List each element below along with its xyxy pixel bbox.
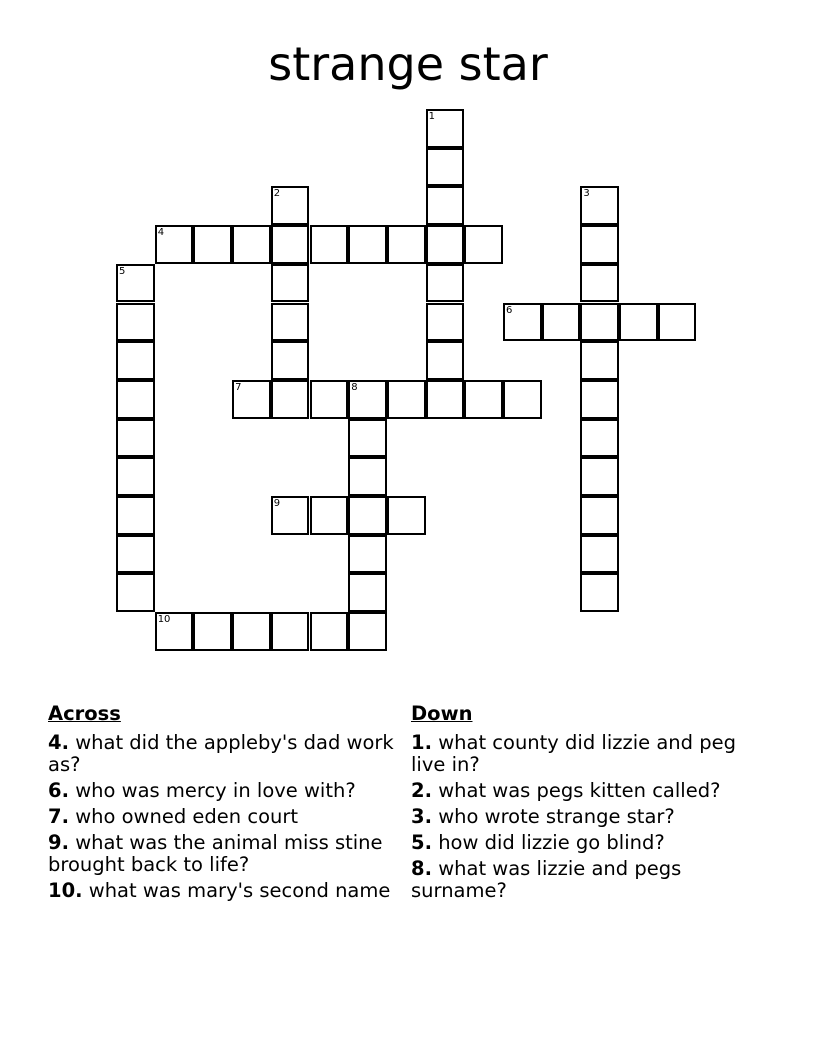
grid-cell[interactable] <box>503 380 542 419</box>
grid-cell[interactable] <box>580 225 619 264</box>
grid-cell[interactable] <box>155 612 194 651</box>
clue-down-8 <box>411 858 771 902</box>
grid-cell[interactable] <box>232 225 271 264</box>
clue-down-2 <box>411 780 771 802</box>
grid-cell[interactable] <box>426 186 465 225</box>
grid-cell[interactable] <box>310 380 349 419</box>
across-clues <box>48 702 398 906</box>
grid-cell[interactable] <box>116 535 155 574</box>
grid-cell[interactable] <box>116 303 155 342</box>
grid-cell[interactable] <box>116 496 155 535</box>
down-heading: Down <box>411 702 473 725</box>
grid-cell[interactable] <box>426 303 465 342</box>
grid-cell[interactable] <box>387 380 426 419</box>
across-heading: Across <box>48 702 121 725</box>
grid-cell[interactable] <box>271 303 310 342</box>
grid-cell[interactable] <box>658 303 697 342</box>
clue-number: 8. <box>411 857 432 880</box>
grid-cell[interactable] <box>580 419 619 458</box>
grid-cell[interactable] <box>232 612 271 651</box>
grid-cell[interactable] <box>580 341 619 380</box>
grid-cell[interactable] <box>193 225 232 264</box>
grid-cell[interactable] <box>503 303 542 342</box>
grid-cell[interactable] <box>116 264 155 303</box>
clue-text: what did the appleby's dad work as? <box>48 731 394 776</box>
clue-down-3 <box>411 806 771 828</box>
clue-number: 3. <box>411 805 432 828</box>
grid-cell[interactable] <box>580 457 619 496</box>
grid-cell[interactable] <box>348 380 387 419</box>
clue-number: 6. <box>48 779 69 802</box>
clue-down-5 <box>411 832 771 854</box>
grid-cell[interactable] <box>271 341 310 380</box>
grid-cell[interactable] <box>464 380 503 419</box>
grid-cell[interactable] <box>542 303 581 342</box>
grid-cell[interactable] <box>155 225 194 264</box>
cell-number: 2 <box>273 188 281 200</box>
grid-cell[interactable] <box>271 264 310 303</box>
grid-cell[interactable] <box>348 419 387 458</box>
grid-cell[interactable] <box>116 341 155 380</box>
grid-cell[interactable] <box>580 496 619 535</box>
grid-cell[interactable] <box>348 612 387 651</box>
grid-cell[interactable] <box>580 264 619 303</box>
grid-cell[interactable] <box>348 457 387 496</box>
clue-text: what was pegs kitten called? <box>438 779 721 802</box>
clue-across-4 <box>48 732 398 776</box>
grid-cell[interactable] <box>348 496 387 535</box>
grid-cell[interactable] <box>387 496 426 535</box>
grid-cell[interactable] <box>426 380 465 419</box>
grid-cell[interactable] <box>116 573 155 612</box>
cell-number: 5 <box>119 265 126 277</box>
grid-cell[interactable] <box>271 612 310 651</box>
grid-cell[interactable] <box>116 457 155 496</box>
clue-number: 4. <box>48 731 69 754</box>
cell-number: 1 <box>428 111 435 122</box>
clue-number: 1. <box>411 731 432 754</box>
clue-number: 7. <box>48 805 69 828</box>
cell-number: 4 <box>157 227 165 239</box>
down-clues <box>411 702 771 906</box>
clue-across-7 <box>48 806 398 828</box>
cell-number: 10 <box>157 614 171 626</box>
clue-text: what was the animal miss stine brought back to life? <box>48 831 383 876</box>
grid-cell[interactable] <box>580 573 619 612</box>
grid-cell[interactable] <box>271 380 310 419</box>
grid-cell[interactable] <box>426 148 465 187</box>
grid-cell[interactable] <box>348 535 387 574</box>
grid-cell[interactable] <box>387 225 426 264</box>
cell-number: 9 <box>273 498 281 509</box>
grid-cell[interactable] <box>426 109 465 148</box>
cell-number: 6 <box>506 304 513 316</box>
cell-number: 7 <box>235 381 242 393</box>
grid-cell[interactable] <box>232 380 271 419</box>
grid-cell[interactable] <box>426 225 465 264</box>
clue-across-10 <box>48 880 398 902</box>
grid-cell[interactable] <box>116 380 155 419</box>
clue-text: what was lizzie and pegs surname? <box>411 857 682 902</box>
grid-cell[interactable] <box>580 303 619 342</box>
grid-cell[interactable] <box>348 225 387 264</box>
grid-cell[interactable] <box>310 612 349 651</box>
grid-cell[interactable] <box>310 496 349 535</box>
clue-down-1 <box>411 732 771 776</box>
grid-cell[interactable] <box>580 535 619 574</box>
clue-text: who was mercy in love with? <box>75 779 356 802</box>
clue-across-6 <box>48 780 398 802</box>
grid-cell[interactable] <box>271 186 310 225</box>
clue-text: what county did lizzie and peg live in? <box>411 731 736 776</box>
clue-text: what was mary's second name <box>88 879 391 902</box>
clue-number: 5. <box>411 831 432 854</box>
grid-cell[interactable] <box>464 225 503 264</box>
grid-cell[interactable] <box>619 303 658 342</box>
grid-cell[interactable] <box>271 225 310 264</box>
grid-cell[interactable] <box>271 496 310 535</box>
grid-cell[interactable] <box>348 573 387 612</box>
clue-across-9 <box>48 832 398 876</box>
grid-cell[interactable] <box>310 225 349 264</box>
grid-cell[interactable] <box>193 612 232 651</box>
grid-cell[interactable] <box>580 380 619 419</box>
grid-cell[interactable] <box>426 341 465 380</box>
clue-number: 10. <box>48 879 83 902</box>
cell-number: 8 <box>351 381 358 393</box>
grid-cell[interactable] <box>426 264 465 303</box>
grid-cell[interactable] <box>580 186 619 225</box>
clue-text: who wrote strange star? <box>438 805 675 828</box>
cell-number: 3 <box>583 188 590 200</box>
grid-cell[interactable] <box>116 419 155 458</box>
clue-text: how did lizzie go blind? <box>438 831 665 854</box>
clue-text: who owned eden court <box>75 805 299 828</box>
puzzle-title: strange star <box>268 37 548 91</box>
clue-number: 2. <box>411 779 432 802</box>
clue-number: 9. <box>48 831 69 854</box>
